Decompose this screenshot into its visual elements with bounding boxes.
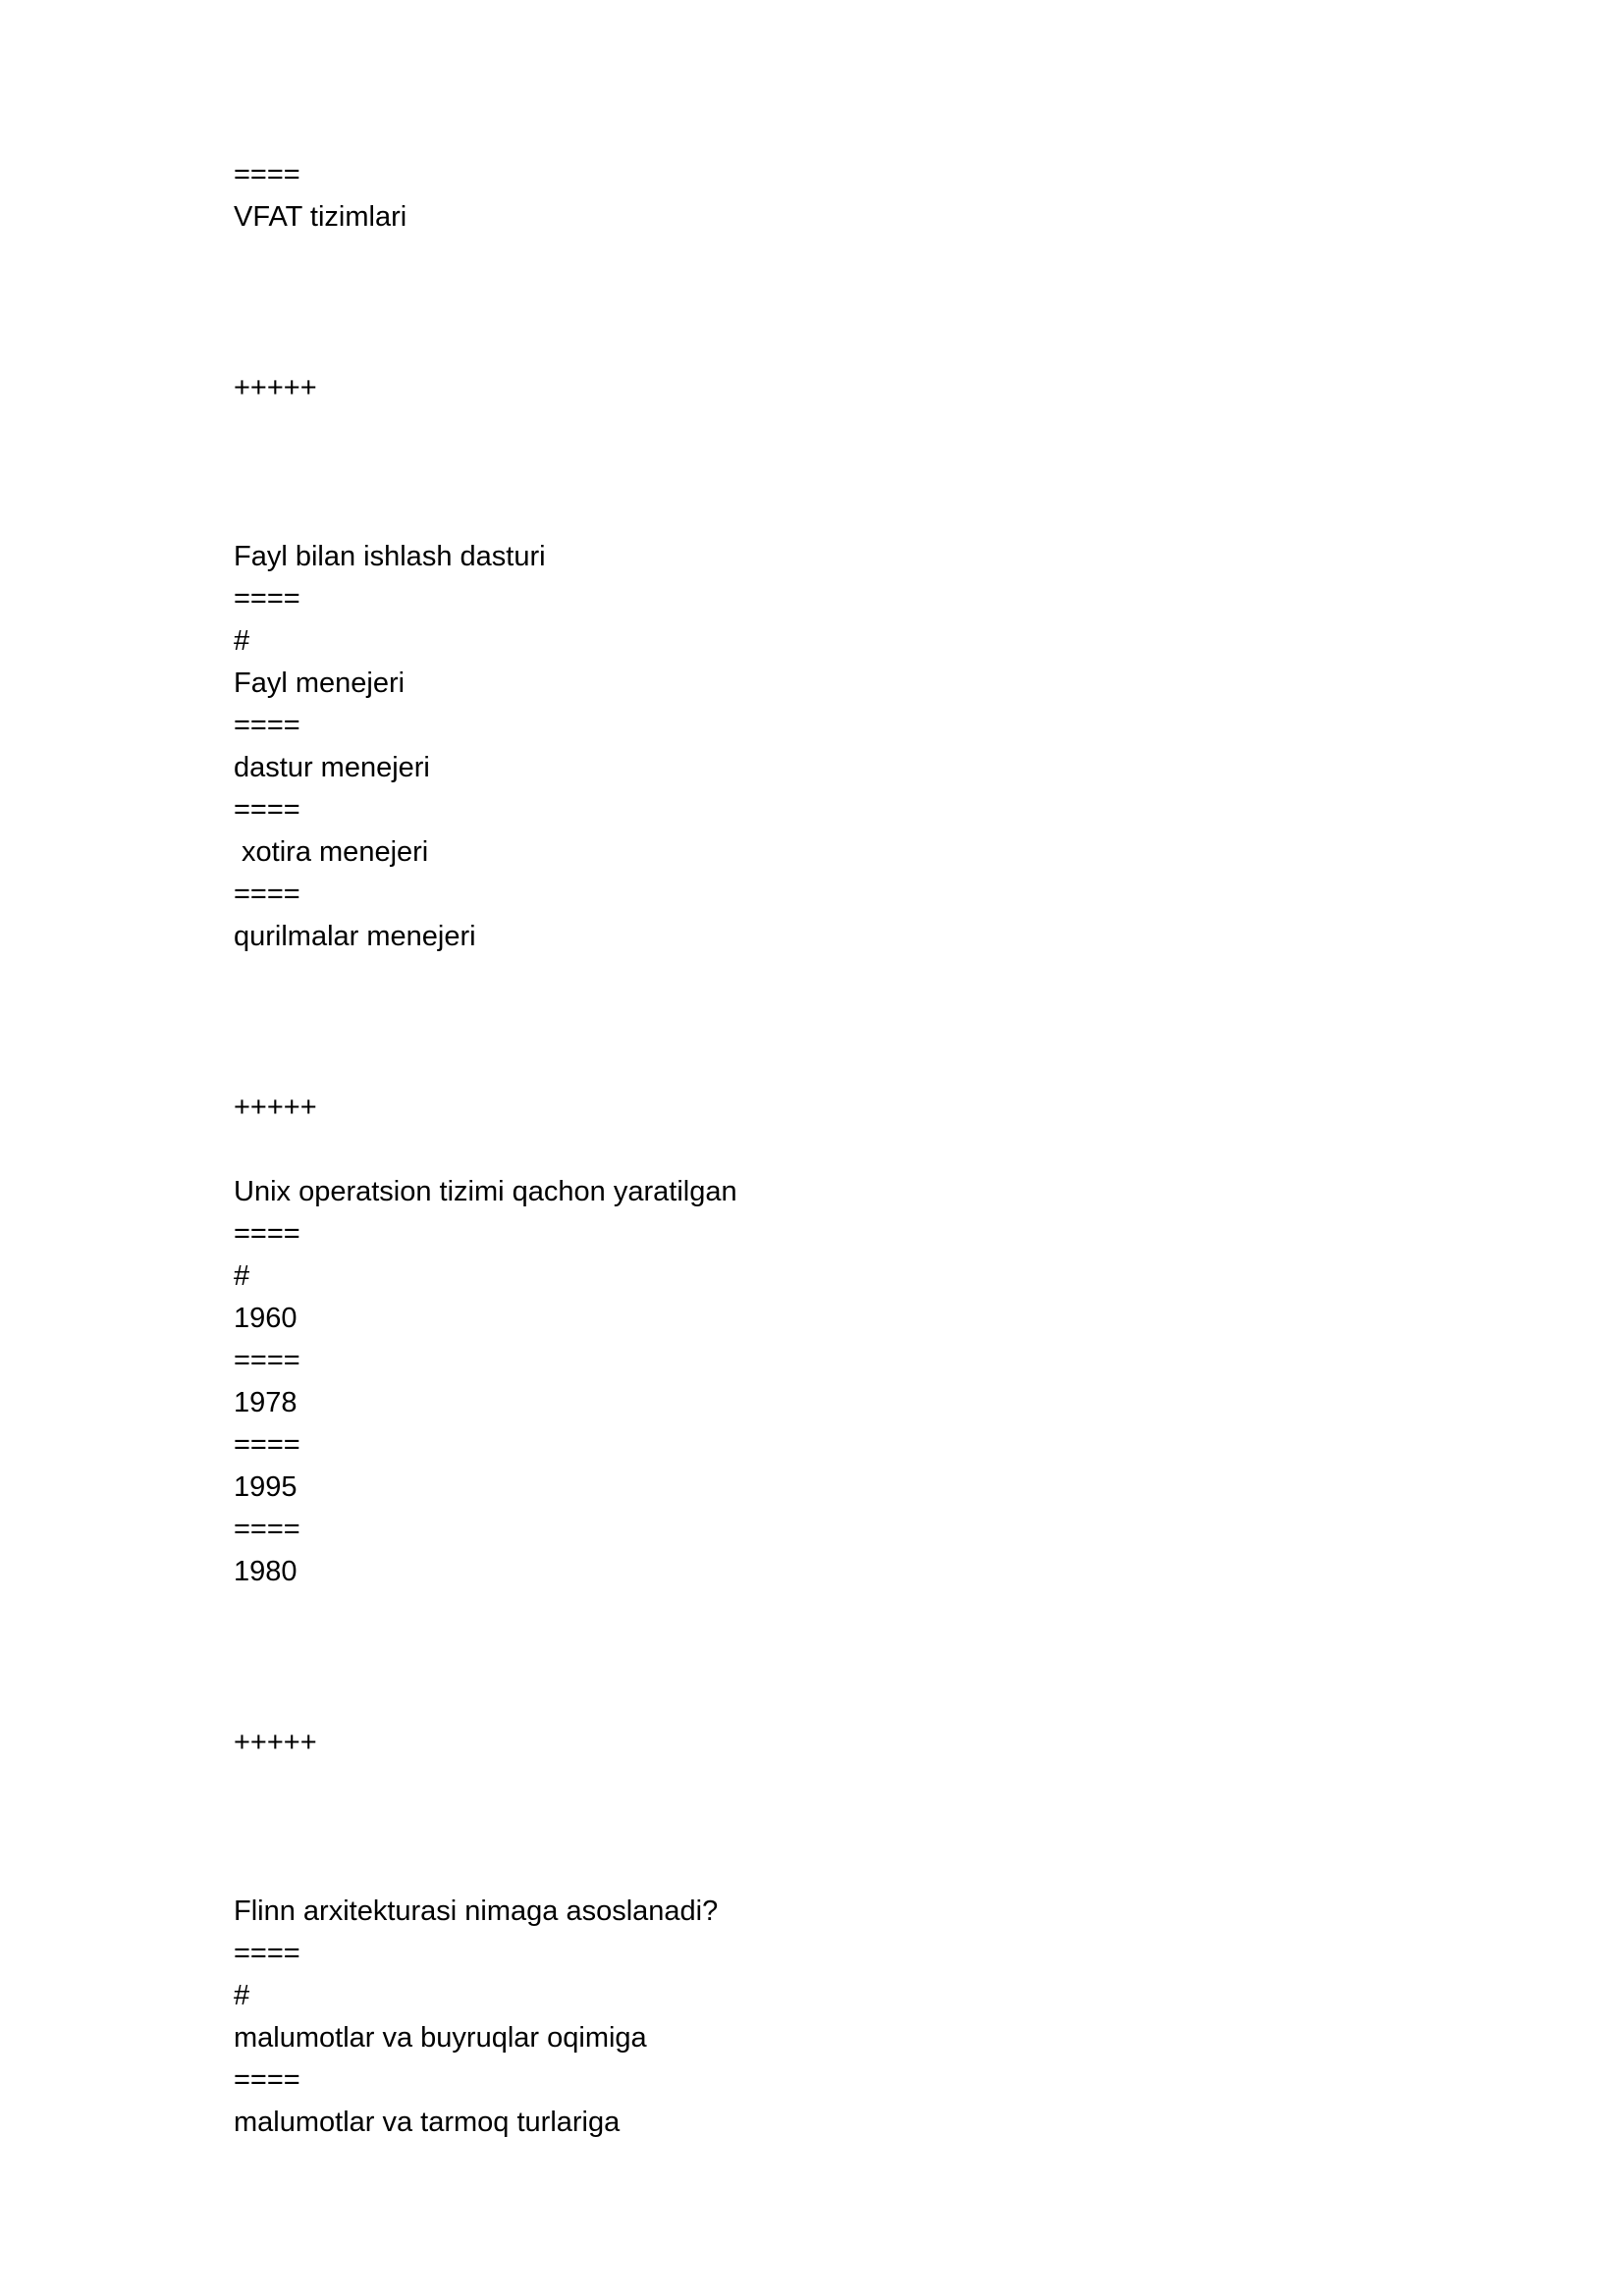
question-line: Fayl bilan ishlash dasturi [234,541,546,572]
correct-answer-marker: # [234,625,250,657]
correct-answer-marker: # [234,1260,250,1292]
separator-line: ==== [234,1514,300,1545]
answer-option-line: Fayl menejeri [234,667,406,699]
question-separator-line: +++++ [234,1727,317,1758]
answer-option-line: xotira menejeri [234,836,429,868]
answer-option-line: 1978 [234,1387,298,1418]
question-line: Flinn arxitekturasi nimaga asoslanadi? [234,1896,719,1927]
separator-line: ==== [234,2064,300,2096]
answer-option-line: malumotlar va buyruqlar oqimiga [234,2022,647,2054]
question-separator-line: +++++ [234,372,317,403]
answer-option-line: VFAT tizimlari [234,201,407,233]
question-line: Unix operatsion tizimi qachon yaratilgan [234,1176,737,1207]
separator-line: ==== [234,159,300,190]
answer-option-line: dastur menejeri [234,752,430,783]
question-separator-line: +++++ [234,1092,317,1123]
separator-line: ==== [234,1218,300,1250]
correct-answer-marker: # [234,1980,250,2011]
separator-line: ==== [234,1938,300,1969]
answer-option-line: malumotlar va tarmoq turlariga [234,2107,621,2138]
separator-line: ==== [234,1345,300,1376]
separator-line: ==== [234,710,300,741]
answer-option-line: qurilmalar menejeri [234,921,476,952]
answer-option-line: 1960 [234,1303,298,1334]
separator-line: ==== [234,879,300,910]
separator-line: ==== [234,1429,300,1461]
separator-line: ==== [234,794,300,826]
answer-option-line: 1980 [234,1556,298,1587]
answer-option-line: 1995 [234,1471,298,1503]
separator-line: ==== [234,583,300,614]
